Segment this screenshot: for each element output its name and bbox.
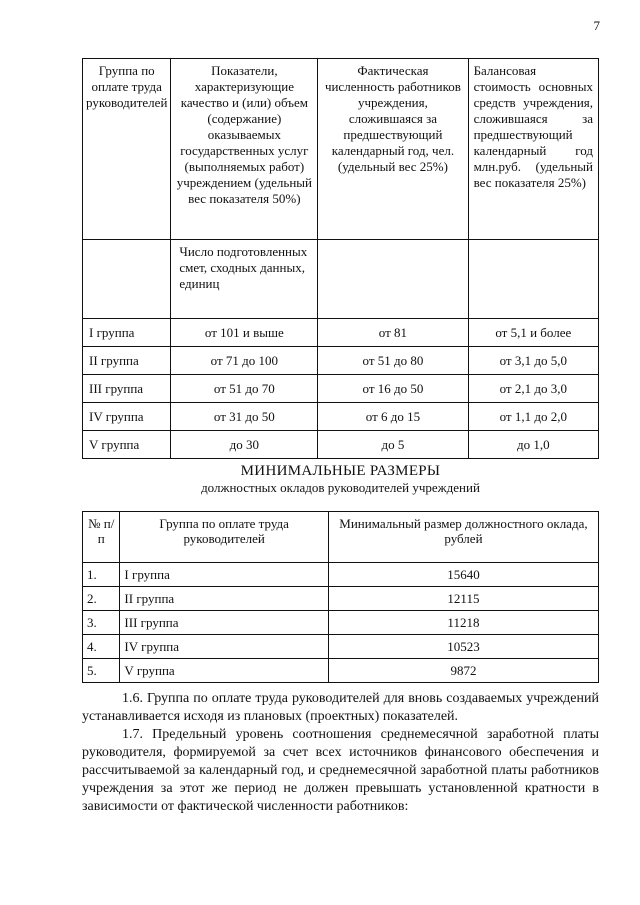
empty-cell: [83, 240, 171, 319]
section-subtitle: должностных окладов руководителей учреждений: [201, 480, 480, 495]
number-cell: 2.: [83, 587, 120, 611]
empty-cell: [318, 240, 468, 319]
paragraph-1-6: 1.6. Группа по оплате труда руководителей для вновь создаваемых учреждений устанавливается исходя из плановых (проектных) показателей.: [82, 691, 599, 724]
table-row: [83, 403, 599, 431]
estimates-cell: от 71 до 100: [171, 347, 318, 375]
salary-cell: 12115: [328, 587, 598, 611]
salary-cell: 9872: [328, 659, 598, 683]
staff-cell: от 6 до 15: [318, 403, 468, 431]
number-cell: 5.: [83, 659, 120, 683]
header-balance-value: Балансовая стоимость основных средств учреждения, сложившаяся за предшествующий календарный год млн.руб. (удельный вес показателя 25%): [468, 59, 598, 240]
group-cell: IV группа: [120, 635, 328, 659]
header-min-salary: Минимальный размер должностного оклада, рублей: [328, 512, 598, 563]
salary-cell: 15640: [328, 563, 598, 587]
group-cell: II группа: [83, 347, 171, 375]
header-number: № п/п: [83, 512, 120, 563]
group-cell: III группа: [83, 375, 171, 403]
table-row: [83, 375, 599, 403]
staff-cell: от 51 до 80: [318, 347, 468, 375]
group-cell: V группа: [83, 431, 171, 459]
staff-cell: от 81: [318, 319, 468, 347]
header-group: Группа по оплате труда руководителей: [83, 59, 171, 240]
balance-cell: до 1,0: [468, 431, 598, 459]
estimates-cell: от 31 до 50: [171, 403, 318, 431]
number-cell: 1.: [83, 563, 120, 587]
min-salary-table: [82, 511, 599, 683]
staff-cell: до 5: [318, 431, 468, 459]
balance-cell: от 5,1 и более: [468, 319, 598, 347]
table-row: [83, 659, 599, 683]
estimates-cell: от 101 и выше: [171, 319, 318, 347]
table-row: [83, 611, 599, 635]
group-cell: II группа: [120, 587, 328, 611]
estimates-cell: до 30: [171, 431, 318, 459]
number-cell: 4.: [83, 635, 120, 659]
group-cell: V группа: [120, 659, 328, 683]
salary-cell: 11218: [328, 611, 598, 635]
group-cell: I группа: [83, 319, 171, 347]
table-header-row: [83, 59, 599, 240]
empty-cell: [468, 240, 598, 319]
subheader-estimates: Число подготовленных смет, сходных данных, единиц: [171, 240, 318, 319]
group-cell: I группа: [120, 563, 328, 587]
balance-cell: от 2,1 до 3,0: [468, 375, 598, 403]
balance-cell: от 1,1 до 2,0: [468, 403, 598, 431]
group-criteria-table: [82, 58, 599, 459]
table-row: [83, 563, 599, 587]
number-cell: 3.: [83, 611, 120, 635]
header-staff-count: Фактическая численность работников учреждения, сложившаяся за предшествующий календарный год, чел. (удельный вес 25%): [318, 59, 468, 240]
table-row: [83, 347, 599, 375]
group-cell: IV группа: [83, 403, 171, 431]
group-cell: III группа: [120, 611, 328, 635]
salary-cell: 10523: [328, 635, 598, 659]
staff-cell: от 16 до 50: [318, 375, 468, 403]
balance-cell: от 3,1 до 5,0: [468, 347, 598, 375]
paragraph-1-7: 1.7. Предельный уровень соотношения среднемесячной заработной платы руководителя, формируемой за счет всех источников финансового обеспечения и рассчитываемой за календарный год, и среднемесячной заработной платы работников учреждения за этот же период не должен превышать установленной кратности в зависимости от фактической численности работников:: [82, 727, 599, 814]
table-subheader-row: [83, 240, 599, 319]
table-row: [83, 431, 599, 459]
section-title: МИНИМАЛЬНЫЕ РАЗМЕРЫ: [240, 463, 441, 479]
table-row: [83, 319, 599, 347]
header-group: Группа по оплате труда руководителей: [120, 512, 328, 563]
table-row: [83, 635, 599, 659]
table-header-row: [83, 512, 599, 563]
estimates-cell: от 51 до 70: [171, 375, 318, 403]
page-number: 7: [593, 18, 600, 33]
header-quality-indicators: Показатели, характеризующие качество и (или) объем (содержание) оказываемых государственных услуг (выполняемых работ) учреждением (удельный вес показателя 50%): [171, 59, 318, 240]
table-row: [83, 587, 599, 611]
